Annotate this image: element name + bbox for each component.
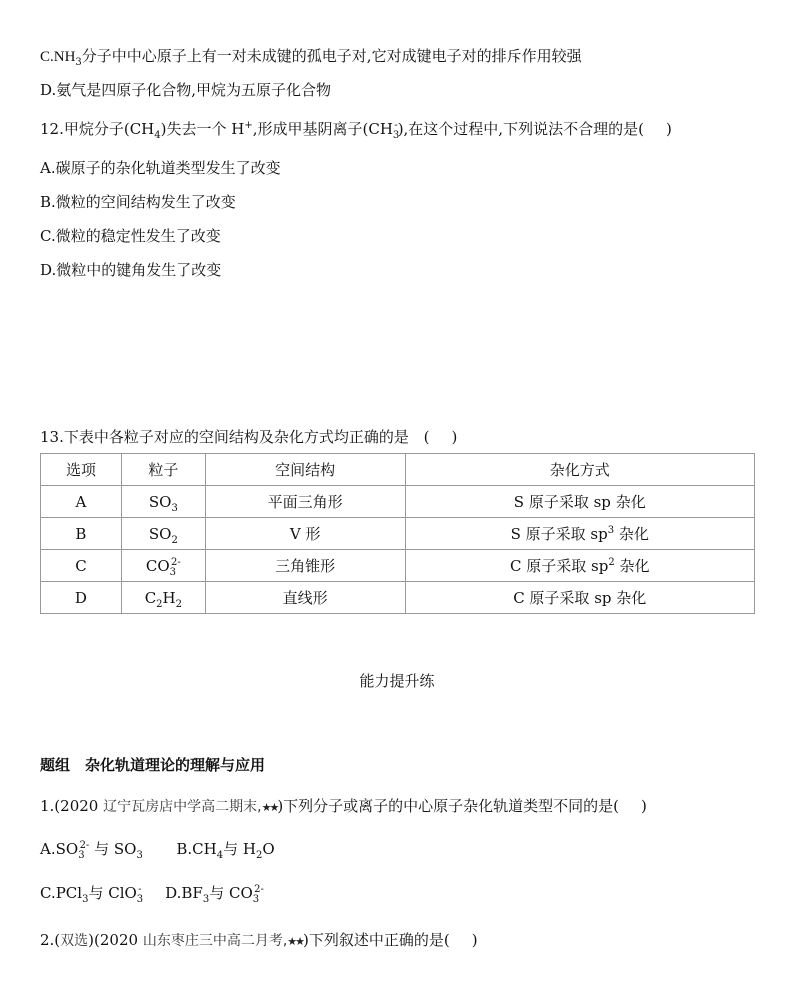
- table-row: [41, 550, 755, 582]
- row-structure: 直线形: [205, 582, 405, 614]
- table-header-row: [41, 454, 755, 486]
- row-hybridization: C 原子采取 $sp^2$ 杂化: [405, 550, 754, 582]
- p1-option-c: C.PCl$_3$与 ClO$_3$-: [40, 884, 144, 905]
- row-structure: 三角锥形: [205, 550, 405, 582]
- row-particle: $SO_2$: [121, 518, 205, 550]
- row-hybridization: C 原子采取 sp 杂化: [405, 582, 754, 614]
- table-row: [41, 518, 755, 550]
- p2-tag: 双选: [60, 933, 89, 949]
- row-particle: $C_2H_2$: [121, 582, 205, 614]
- row-hybridization: S 原子采取 sp 杂化: [405, 486, 754, 518]
- difficulty-star-icon: ★★: [261, 801, 278, 814]
- header-particle: 粒子: [121, 454, 205, 486]
- row-particle: $CO_3^{2-}$: [121, 550, 205, 582]
- table-row: [41, 582, 755, 614]
- q11-option-c: $C.NH_3$分子中中心原子上有一对未成键的孤电子对,它对成键电子对的排斥作用较强: [40, 47, 582, 68]
- row-hybridization: S 原子采取 $sp^3$ 杂化: [405, 518, 754, 550]
- row-particle: $SO_3$: [121, 486, 205, 518]
- row-option: A: [41, 486, 122, 518]
- p1-options-cd: [40, 883, 264, 903]
- header-hybridization: 杂化方式: [405, 454, 754, 486]
- q13-stem: 13.下表中各粒子对应的空间结构及杂化方式均正确的是 ( ): [40, 428, 458, 446]
- p2-stem: 2.(双选)(2020 山东枣庄三中高二月考,★★)下列叙述中正确的是( ): [40, 930, 478, 952]
- q12-option-a: A.碳原子的杂化轨道类型发生了改变: [40, 159, 281, 177]
- q13-table: [40, 453, 755, 614]
- q12-option-c: C.微粒的稳定性发生了改变: [40, 227, 221, 245]
- q12-option-b: B.微粒的空间结构发生了改变: [40, 193, 236, 211]
- header-structure: 空间结构: [205, 454, 405, 486]
- row-option: B: [41, 518, 122, 550]
- p1-option-b: $B.CH_4$与 $H_2O$: [176, 840, 275, 861]
- p1-option-a: $A.SO_3^{2-}$ 与 $SO_3$: [40, 840, 143, 861]
- q11-option-d: D.氨气是四原子化合物,甲烷为五原子化合物: [40, 81, 332, 99]
- p1-option-d: $D.BF_3$与 $CO_3^{2-}$: [165, 884, 264, 905]
- p1-stem: 1.(2020 辽宁瓦房店中学高二期末,★★)下列分子或离子的中心原子杂化轨道类型不同的是( ): [40, 796, 647, 818]
- row-option: C: [41, 550, 122, 582]
- header-option: 选项: [41, 454, 122, 486]
- row-option: D: [41, 582, 122, 614]
- table-row: [41, 486, 755, 518]
- q12-stem: 12.甲烷分子$(CH_4)$失去一个 H+,形成甲基阴离子$(CH_3^-)$,在这个过程中,下列说法不合理的是( ): [40, 120, 672, 141]
- group-title: 题组 杂化轨道理论的理解与应用: [40, 756, 266, 774]
- section-title: 能力提升练: [359, 672, 435, 690]
- p1-options-ab: [40, 839, 275, 859]
- q12-option-d: D.微粒中的键角发生了改变: [40, 261, 222, 279]
- difficulty-star-icon: ★★: [287, 935, 304, 948]
- row-structure: V 形: [205, 518, 405, 550]
- row-structure: 平面三角形: [205, 486, 405, 518]
